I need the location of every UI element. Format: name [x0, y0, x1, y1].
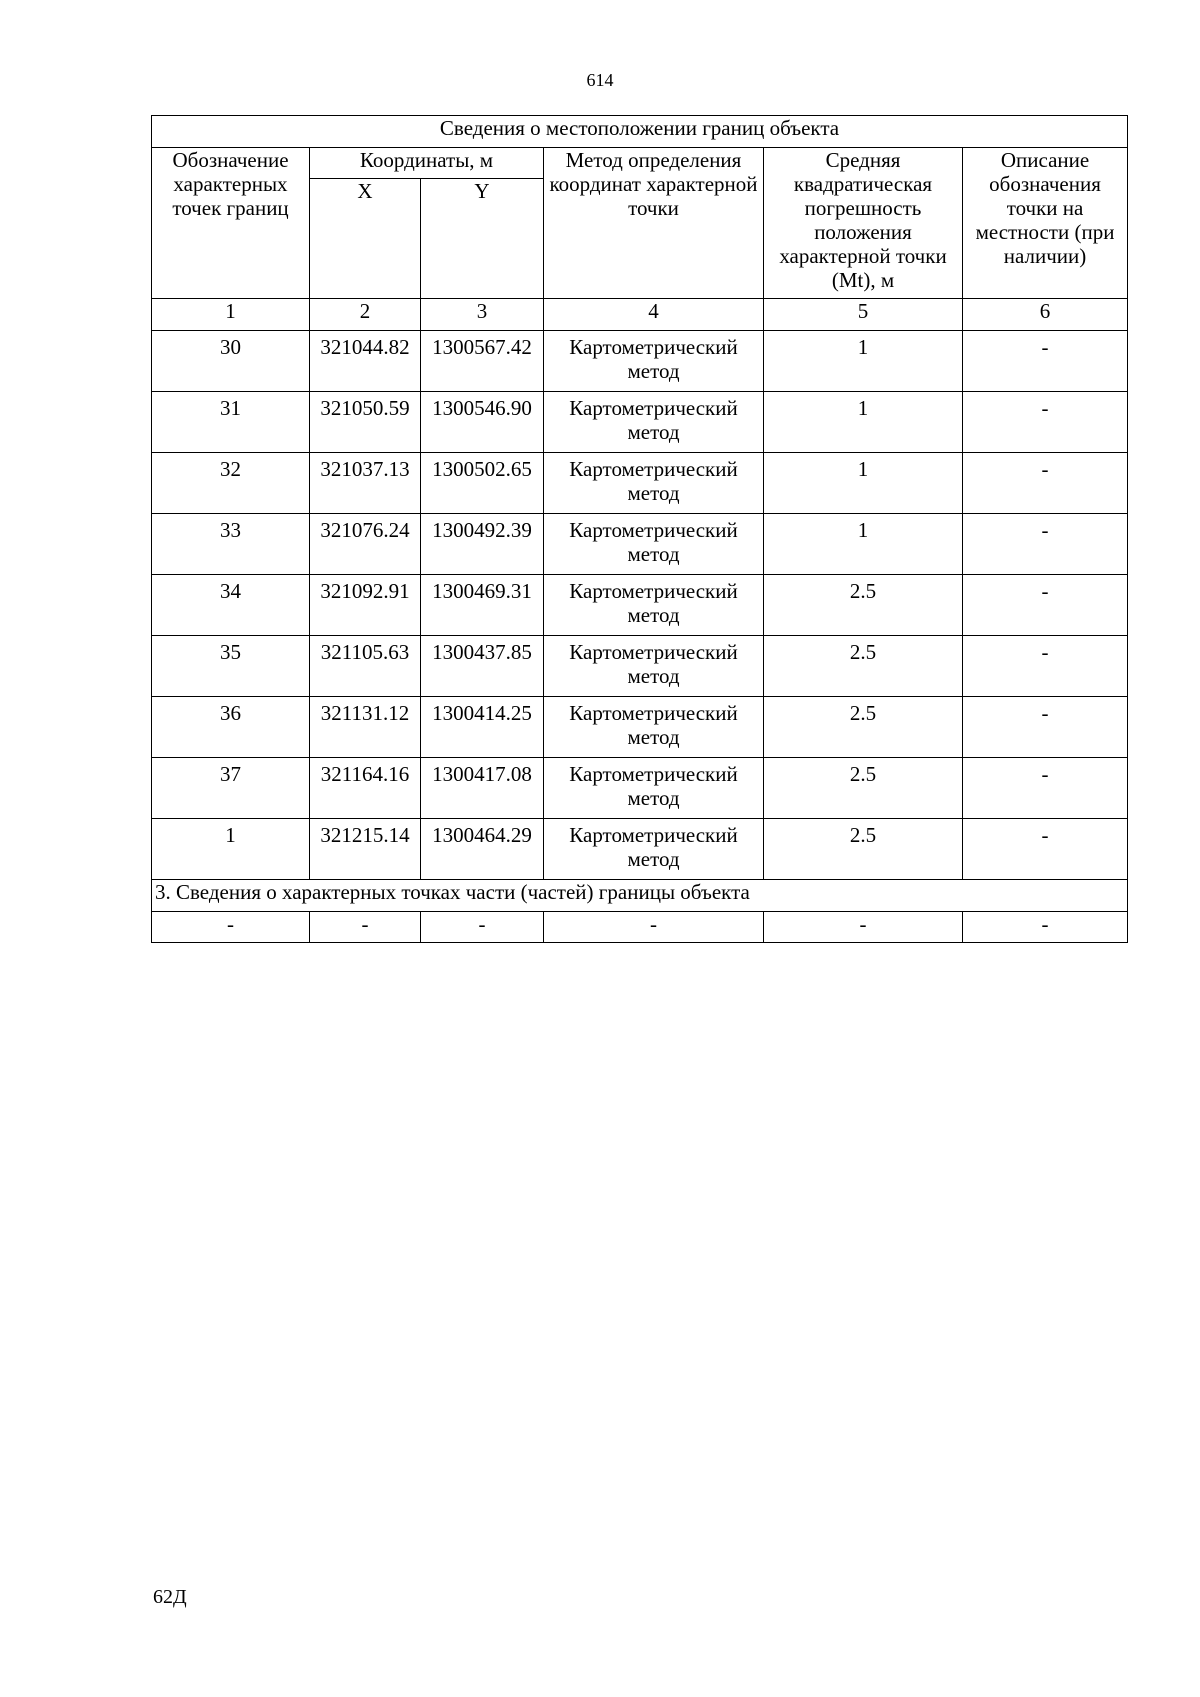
error-cell: 1 — [764, 331, 963, 392]
column-number: 2 — [310, 299, 421, 331]
description-cell: - — [963, 758, 1128, 819]
point-cell: 35 — [152, 636, 310, 697]
point-cell: 32 — [152, 453, 310, 514]
header-coordinates: Координаты, м — [310, 148, 544, 179]
empty-cell: - — [544, 912, 764, 943]
method-cell: Картометрический метод — [544, 697, 764, 758]
footer-code: 62Д — [153, 1586, 187, 1608]
y-cell: 1300492.39 — [421, 514, 544, 575]
point-cell: 31 — [152, 392, 310, 453]
table-title: Сведения о местоположении границ объекта — [152, 116, 1128, 148]
method-cell: Картометрический метод — [544, 514, 764, 575]
x-cell: 321076.24 — [310, 514, 421, 575]
x-cell: 321164.16 — [310, 758, 421, 819]
y-cell: 1300414.25 — [421, 697, 544, 758]
empty-cell: - — [421, 912, 544, 943]
y-cell: 1300437.85 — [421, 636, 544, 697]
x-cell: 321037.13 — [310, 453, 421, 514]
error-cell: 1 — [764, 453, 963, 514]
description-cell: - — [963, 453, 1128, 514]
x-cell: 321050.59 — [310, 392, 421, 453]
header-mean-error: Средняя квадратическая погрешность положения характерной точки (Mt), м — [764, 148, 963, 299]
table-row — [152, 819, 1128, 880]
method-cell: Картометрический метод — [544, 758, 764, 819]
section-3-row — [152, 912, 1128, 943]
y-cell: 1300417.08 — [421, 758, 544, 819]
method-cell: Картометрический метод — [544, 819, 764, 880]
y-cell: 1300546.90 — [421, 392, 544, 453]
point-cell: 34 — [152, 575, 310, 636]
error-cell: 2.5 — [764, 636, 963, 697]
error-cell: 2.5 — [764, 819, 963, 880]
y-cell: 1300464.29 — [421, 819, 544, 880]
x-cell: 321215.14 — [310, 819, 421, 880]
empty-cell: - — [963, 912, 1128, 943]
empty-cell: - — [764, 912, 963, 943]
header-method: Метод определения координат характерной точки — [544, 148, 764, 299]
page-number: 614 — [586, 70, 614, 90]
header-description: Описание обозначения точки на местности (при наличии) — [963, 148, 1128, 299]
method-cell: Картометрический метод — [544, 636, 764, 697]
description-cell: - — [963, 514, 1128, 575]
table-title-row — [152, 116, 1128, 148]
table-row — [152, 636, 1128, 697]
error-cell: 2.5 — [764, 758, 963, 819]
x-cell: 321044.82 — [310, 331, 421, 392]
error-cell: 2.5 — [764, 697, 963, 758]
error-cell: 2.5 — [764, 575, 963, 636]
point-cell: 30 — [152, 331, 310, 392]
point-cell: 37 — [152, 758, 310, 819]
point-cell: 1 — [152, 819, 310, 880]
header-y: Y — [421, 179, 544, 299]
table-row — [152, 697, 1128, 758]
description-cell: - — [963, 392, 1128, 453]
table-row — [152, 514, 1128, 575]
y-cell: 1300502.65 — [421, 453, 544, 514]
table-row — [152, 331, 1128, 392]
table-header-row — [152, 148, 1128, 179]
y-cell: 1300567.42 — [421, 331, 544, 392]
description-cell: - — [963, 575, 1128, 636]
empty-cell: - — [152, 912, 310, 943]
description-cell: - — [963, 331, 1128, 392]
method-cell: Картометрический метод — [544, 453, 764, 514]
table-row — [152, 453, 1128, 514]
method-cell: Картометрический метод — [544, 575, 764, 636]
description-cell: - — [963, 819, 1128, 880]
error-cell: 1 — [764, 392, 963, 453]
description-cell: - — [963, 697, 1128, 758]
column-numbers-row — [152, 299, 1128, 331]
column-number: 4 — [544, 299, 764, 331]
x-cell: 321131.12 — [310, 697, 421, 758]
empty-cell: - — [310, 912, 421, 943]
header-point-designation: Обозначение характерных точек границ — [152, 148, 310, 299]
method-cell: Картометрический метод — [544, 331, 764, 392]
y-cell: 1300469.31 — [421, 575, 544, 636]
method-cell: Картометрический метод — [544, 392, 764, 453]
section-3-title: 3. Сведения о характерных точках части (частей) границы объекта — [152, 880, 1128, 912]
column-number: 5 — [764, 299, 963, 331]
table-row — [152, 758, 1128, 819]
header-x: X — [310, 179, 421, 299]
column-number: 6 — [963, 299, 1128, 331]
x-cell: 321092.91 — [310, 575, 421, 636]
description-cell: - — [963, 636, 1128, 697]
error-cell: 1 — [764, 514, 963, 575]
table-row — [152, 575, 1128, 636]
point-cell: 33 — [152, 514, 310, 575]
column-number: 1 — [152, 299, 310, 331]
point-cell: 36 — [152, 697, 310, 758]
column-number: 3 — [421, 299, 544, 331]
boundary-coordinates-table — [151, 115, 1128, 943]
section-3-title-row — [152, 880, 1128, 912]
x-cell: 321105.63 — [310, 636, 421, 697]
table-row — [152, 392, 1128, 453]
